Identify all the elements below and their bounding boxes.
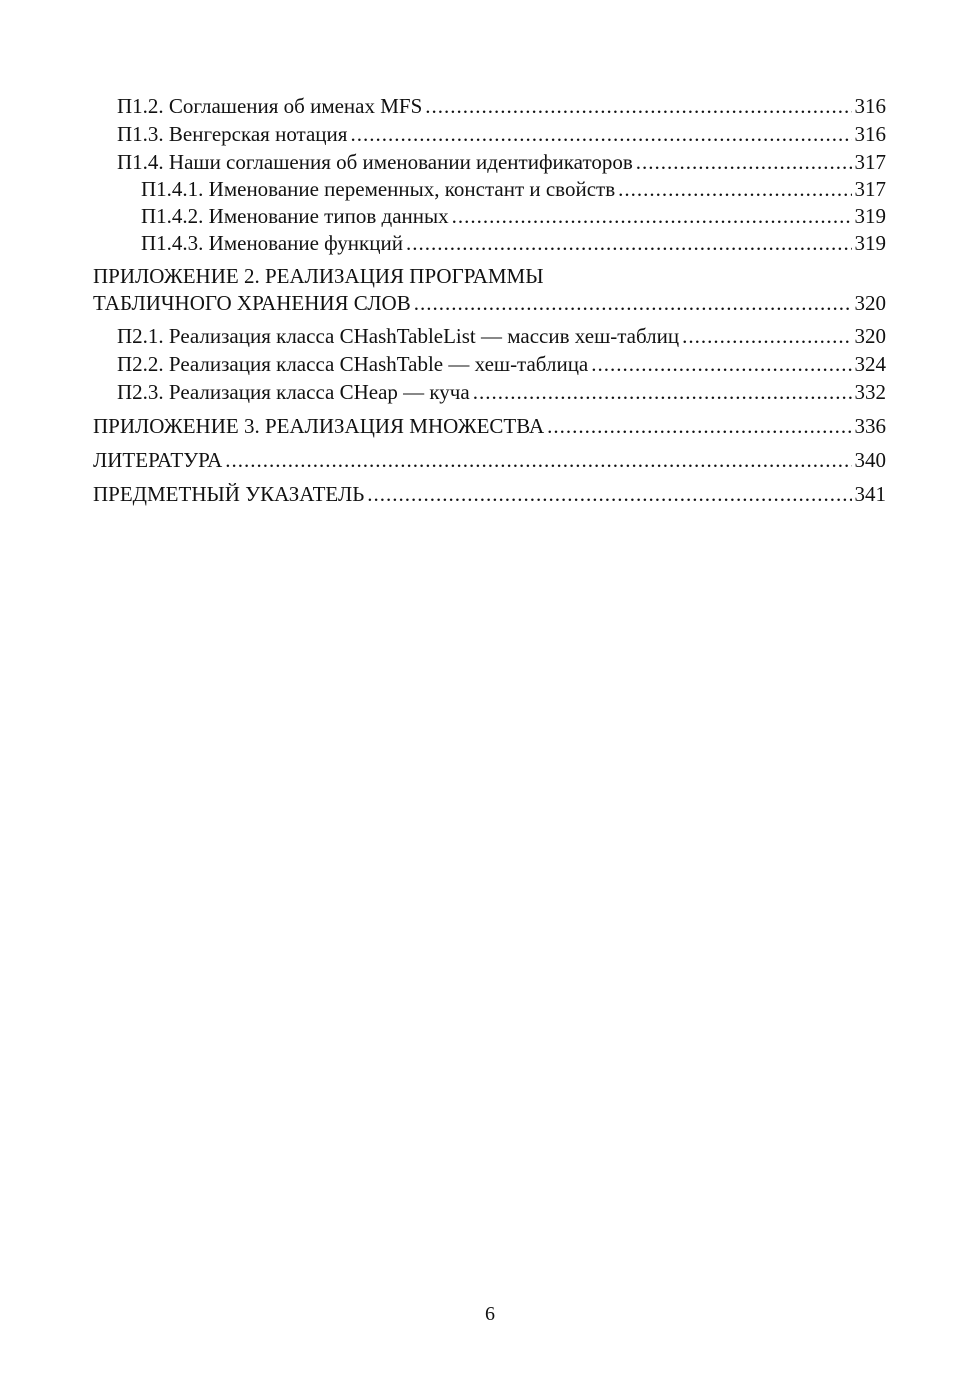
toc-entry-page: 320 — [854, 291, 886, 315]
toc-entry — [93, 290, 886, 317]
toc-entry-label: П1.4.2. Именование типов данных — [141, 204, 449, 228]
dot-leader — [350, 120, 851, 148]
toc-entry — [93, 350, 886, 378]
toc-entry-page: 317 — [854, 177, 886, 201]
toc-entry-label: П1.3. Венгерская нотация — [117, 122, 348, 146]
toc-entry-label: П1.2. Соглашения об именах MFS — [117, 94, 423, 118]
dot-leader — [473, 378, 852, 406]
toc-chapter-heading: ПРИЛОЖЕНИЕ 2. РЕАЛИЗАЦИЯ ПРОГРАММЫ — [93, 264, 544, 288]
toc-entry — [93, 322, 886, 350]
toc-entry-page: 316 — [854, 94, 886, 118]
dot-leader — [367, 480, 851, 508]
toc-entry-label: П2.3. Реализация класса CHeap — куча — [117, 380, 470, 404]
toc-entry-page: 340 — [854, 448, 886, 472]
dot-leader — [682, 322, 851, 350]
toc-entry-page: 317 — [854, 150, 886, 174]
table-of-contents — [93, 92, 886, 508]
toc-entry-page: 319 — [854, 231, 886, 255]
toc-entry — [93, 412, 886, 440]
toc-entry-page: 320 — [854, 324, 886, 348]
toc-entry — [93, 446, 886, 474]
dot-leader — [547, 412, 851, 440]
dot-leader — [425, 92, 851, 120]
toc-entry-page: 316 — [854, 122, 886, 146]
dot-leader — [406, 230, 852, 257]
toc-entry — [93, 480, 886, 508]
toc-entry-label: П1.4.3. Именование функций — [141, 231, 403, 255]
toc-entry-label: ЛИТЕРАТУРА — [93, 448, 223, 472]
toc-entry — [93, 378, 886, 406]
toc-entry-label: П2.1. Реализация класса CHashTableList — массив хеш-таблиц — [117, 324, 680, 348]
toc-entry — [93, 176, 886, 203]
dot-leader — [618, 176, 851, 203]
dot-leader — [225, 446, 851, 474]
dot-leader — [636, 148, 852, 176]
toc-entry-label: П1.4. Наши соглашения об именовании идентификаторов — [117, 150, 633, 174]
toc-entry-label: ПРЕДМЕТНЫЙ УКАЗАТЕЛЬ — [93, 482, 365, 506]
toc-entry-page: 319 — [854, 204, 886, 228]
toc-entry — [93, 148, 886, 176]
toc-entry-label: ПРИЛОЖЕНИЕ 3. РЕАЛИЗАЦИЯ МНОЖЕСТВА — [93, 414, 545, 438]
toc-entry-label: П2.2. Реализация класса CHashTable — хеш-таблица — [117, 352, 589, 376]
dot-leader — [414, 290, 852, 317]
toc-entry-label: П1.4.1. Именование переменных, констант и свойств — [141, 177, 616, 201]
toc-entry-page: 332 — [854, 380, 886, 404]
dot-leader — [591, 350, 851, 378]
toc-entry-label: ТАБЛИЧНОГО ХРАНЕНИЯ СЛОВ — [93, 291, 411, 315]
toc-entry-page: 324 — [854, 352, 886, 376]
toc-entry-page: 336 — [854, 414, 886, 438]
toc-entry-page: 341 — [854, 482, 886, 506]
toc-entry — [93, 230, 886, 257]
toc-entry — [93, 203, 886, 230]
toc-entry — [93, 120, 886, 148]
page-number: 6 — [485, 1303, 495, 1325]
dot-leader — [452, 203, 852, 230]
toc-entry — [93, 92, 886, 120]
